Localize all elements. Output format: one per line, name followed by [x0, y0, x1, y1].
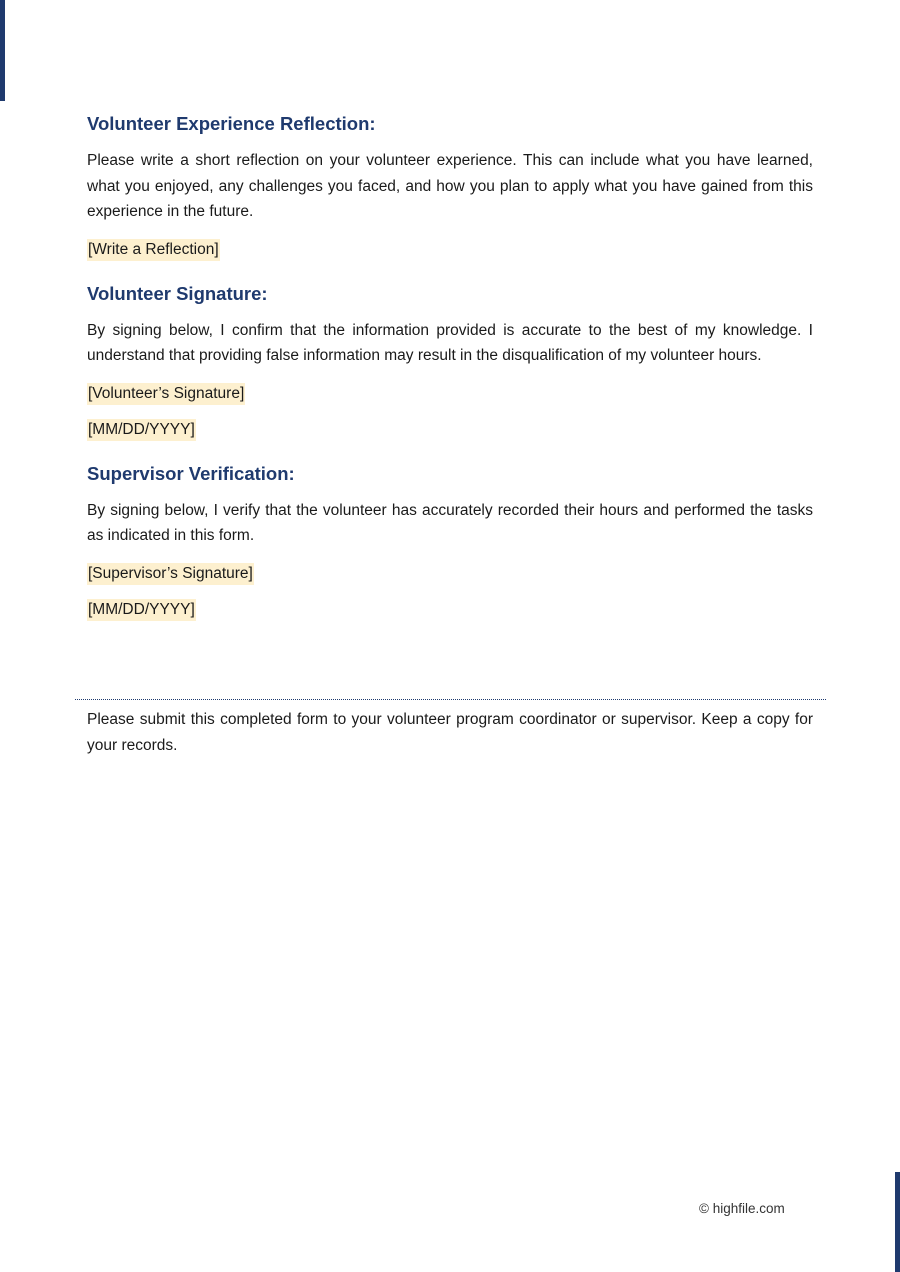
supervisor-signature-field[interactable]: [Supervisor’s Signature] [87, 563, 254, 585]
supervisor-date-field[interactable]: [MM/DD/YYYY] [87, 599, 196, 621]
reflection-heading: Volunteer Experience Reflection: [87, 113, 376, 134]
volunteer-date-field[interactable]: [MM/DD/YYYY] [87, 419, 196, 441]
supervisor-verification-section [87, 462, 813, 621]
supervisor-verification-statement: By signing below, I verify that the volunteer has accurately recorded their hours and performed the tasks as indicated in this form. [87, 501, 813, 544]
reflection-section [87, 112, 813, 261]
volunteer-signature-field[interactable]: [Volunteer’s Signature] [87, 383, 245, 405]
copyright-text: © highfile.com [699, 1201, 785, 1216]
top-left-accent-bar [0, 0, 5, 101]
form-content [87, 112, 813, 621]
footer-note: Please submit this completed form to your volunteer program coordinator or supervisor. Keep a copy for your records. [87, 711, 813, 754]
volunteer-signature-heading: Volunteer Signature: [87, 282, 268, 304]
bottom-right-accent-bar [895, 1172, 900, 1272]
reflection-instructions: Please write a short reflection on your volunteer experience. This can include what you have learned, what you enjoyed, any challenges you faced, and how you plan to apply what you have gained from this experience in the future. [87, 152, 813, 220]
supervisor-verification-heading: Supervisor Verification: [87, 462, 295, 484]
reflection-field[interactable]: [Write a Reflection] [87, 239, 220, 261]
footer-divider [75, 699, 826, 700]
volunteer-signature-section [87, 282, 813, 441]
volunteer-signature-statement: By signing below, I confirm that the information provided is accurate to the best of my knowledge. I understand that providing false information may result in the disqualification of my volunteer hours. [87, 321, 813, 364]
